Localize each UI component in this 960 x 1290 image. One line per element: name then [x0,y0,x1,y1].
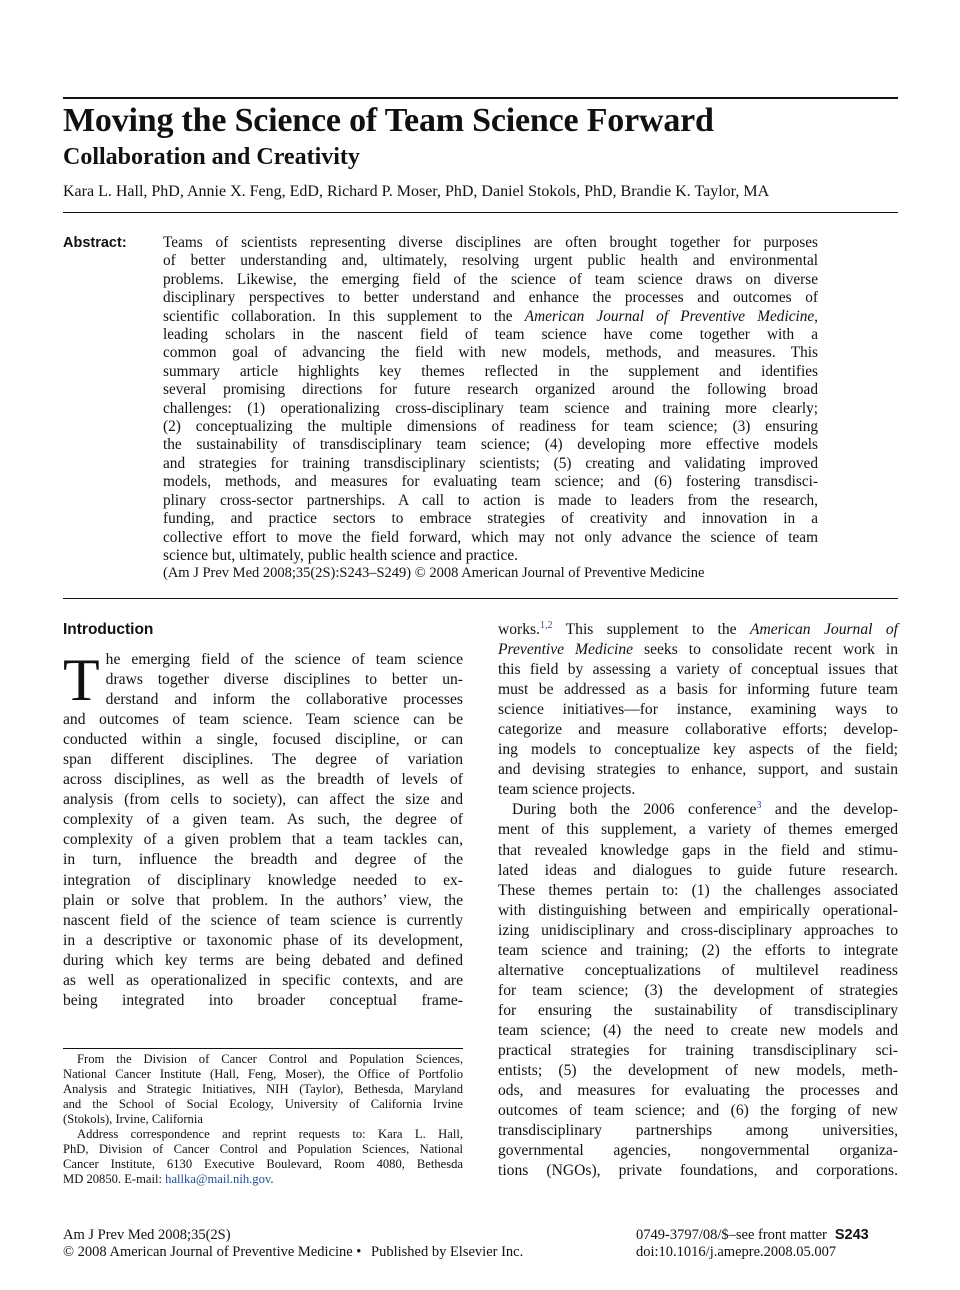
body-line: practical strategies for training transdisciplinary sci- [498,1041,898,1059]
reference-link[interactable]: 1,2 [540,620,553,631]
abstract-line: challenges: (1) operationalizing cross-disciplinary team science and training more clearly; [163,399,818,417]
footer-right [636,1227,869,1261]
body-line: lated ideas and dialogues to guide future research. [498,861,898,879]
abstract-citation: (Am J Prev Med 2008;35(2S):S243–S249) © 2008 American Journal of Preventive Medicine [163,565,705,581]
abstract-text-segment: , [814,307,818,325]
abstract-line [163,308,818,326]
footnote-text-segment: . [270,1172,274,1186]
body-line: categorize and measure collaborative efforts; develop- [498,721,898,739]
abstract-label: Abstract: [63,235,127,251]
abstract-line: (2) conceptualizing the multiple dimensions of readiness for team science; (3) ensuring [163,418,818,436]
abstract-line: disciplinary perspectives to better understand and enhance the processes and outcomes of [163,289,818,307]
body-line: derstand and inform the collaborative processes [105,691,463,709]
body-line: span different disciplines. The degree of variation [63,751,463,769]
abstract-line: summary article highlights key themes reflected in the supplement and identifies [163,362,818,380]
footnote-rule [63,1048,463,1049]
abstract-line: Teams of scientists representing diverse disciplines are often brought together for purposes [163,234,818,251]
footer-left [63,1227,523,1261]
body-text-segment: This supplement to the [552,621,750,638]
body-line: team science and training; (2) the efforts to integrate [498,941,898,959]
footnote-line: National Cancer Institute (Hall, Feng, Moser), the Office of Portfolio [63,1067,463,1081]
body-line: across disciplines, as well as the breadth of levels of [63,771,463,789]
body-line: as well as operationalized in specific contexts, and are [63,971,463,989]
body-line: conducted within a single, focused discipline, or can [63,731,463,749]
article-title: Moving the Science of Team Science Forward [63,102,714,139]
affiliation-footnote [63,1052,463,1187]
abstract-line: problems. Likewise, the emerging field of the science of team science draws on diverse [163,270,818,288]
footnote-line: Analysis and Strategic Initiatives, NIH (Taylor), Bethesda, Maryland [63,1082,463,1096]
journal-name: American Journal of [749,621,899,638]
abstract-line: models, methods, and measures for evaluating team science; and (6) fostering transdisci- [163,473,818,491]
body-line: ment of this supplement, a variety of themes emerged [498,821,898,839]
body-line: this field by assessing a variety of conceptual issues that [498,661,898,679]
left-column [63,647,463,1011]
journal-name: American Journal of Preventive Medicine [524,307,815,325]
body-line: entists; (5) the development of new models, meth- [498,1062,898,1080]
footnote-line: PhD, Division of Cancer Control and Population Sciences, National [63,1142,463,1156]
body-text-segment: seeks to consolidate recent work in [633,641,899,659]
drop-cap: T [63,647,100,713]
body-line: being integrated into broader conceptual frame- [63,991,463,1009]
body-line: and devising strategies to enhance, support, and sustain [498,761,898,779]
footer-copyright-line [63,1244,523,1261]
abstract-line: of better understanding and, ultimately, resolving urgent public health and environmental [163,252,818,270]
footer-copyright: © 2008 American Journal of Preventive Medicine [63,1244,353,1260]
body-line: alternative conceptualizations of multilevel readiness [498,961,898,979]
body-line: ods, and measures for evaluating the processes and [498,1082,898,1100]
body-line: tions (NGOs), private foundations, and corporations. [498,1162,898,1180]
body-line: integration of disciplinary knowledge needed to ex- [63,871,463,889]
page-number: S243 [834,1227,869,1243]
body-line: team science projects. [498,781,636,799]
body-line: nascent field of the science of team science is currently [63,911,463,929]
abstract-line: the sustainability of transdisciplinary team science; (4) developing more effective models [163,436,818,454]
body-line: governmental agencies, nongovernmental organiza- [498,1142,898,1160]
body-line: science initiatives—for instance, examining ways to [498,701,898,719]
abstract-rule [63,598,898,599]
body-text-segment: works. [498,621,541,638]
footer-bullet: • [356,1244,362,1260]
section-heading-introduction: Introduction [63,621,154,638]
body-line [498,800,898,820]
footnote-line: (Stokols), Irvine, California [63,1112,203,1126]
body-line: outcomes of team science; and (6) the forging of new [498,1102,898,1120]
body-text-segment: During both the 2006 conference [512,801,757,819]
abstract-line: and strategies for training transdisciplinary scientists; (5) creating and validating improved [163,454,818,472]
footer-issn: 0749-3797/08/$–see front matter [636,1227,827,1243]
body-line: in a descriptive or taxonomic phase of its development, [63,931,463,949]
abstract-line: plinary cross-sector partnerships. A call to action is made to leaders from the research, [163,491,818,509]
body-line: ing models to conceptualize key aspects of the field; [498,741,898,759]
top-rule [63,97,898,99]
abstract-line: common goal of advancing the field with new models, methods, and measures. This [163,344,818,362]
email-link[interactable]: hallka@mail.nih.gov [165,1172,271,1186]
journal-name: Preventive Medicine [498,641,634,659]
footer-journal-ref: Am J Prev Med 2008;35(2S) [63,1227,231,1243]
header-rule [63,212,898,213]
footnote-line: and the School of Social Ecology, University of California Irvine [63,1097,463,1111]
footer-doi: doi:10.1016/j.amepre.2008.05.007 [636,1244,837,1260]
body-line: plain or solve that problem. In the authors’ view, the [63,891,463,909]
abstract-line: leading scholars in the nascent field of team science have come together with a [163,326,818,344]
body-line: analysis (from cells to society), can affect the size and [63,791,463,809]
body-line: for ensuring the sustainability of transdisciplinary [498,1001,898,1019]
abstract-line: funding, and practice sectors to embrace strategies of creativity and innovation in a [163,510,818,528]
body-line: for team science; (3) the development of strategies [498,981,898,999]
footnote-line: Address correspondence and reprint requests to: Kara L. Hall, [77,1127,463,1141]
author-list: Kara L. Hall, PhD, Annie X. Feng, EdD, Richard P. Moser, PhD, Daniel Stokols, PhD, Brandie K. Taylor, MA [63,183,770,200]
footnote-line: Cancer Institute, 6130 Executive Boulevard, Room 4080, Bethesda [63,1157,463,1171]
reference-link[interactable]: 3 [756,800,762,812]
body-line: he emerging field of the science of team science [105,651,463,668]
footnote-line: From the Division of Cancer Control and Population Sciences, [77,1052,463,1066]
body-line: draws together diverse disciplines to better un- [105,671,463,689]
body-line: complexity of a given team. As such, the degree of [63,811,463,829]
abstract-text-segment: scientific collaboration. In this supplement to the [163,307,525,325]
body-line: izing unidisciplinary and cross-disciplinary approaches to [498,921,898,939]
body-line: that revealed knowledge gaps in the field and stimu- [498,841,898,859]
footnote-text-segment: MD 20850. E-mail: [63,1172,166,1186]
footer-publisher: Published by Elsevier Inc. [371,1244,524,1260]
body-line: in turn, influence the breadth and degree of the [63,851,463,869]
body-line: transdisciplinary partnerships among universities, [498,1122,898,1140]
body-line: must be addressed as a basis for informing future team [498,681,898,699]
right-column [498,620,898,1181]
footer-issn-line [636,1227,869,1244]
body-line: team science; (4) the need to create new models and [498,1021,898,1039]
body-line: with distinguishing between and empirically operational- [498,901,898,919]
body-line [498,620,898,640]
body-line: complexity of a given problem that a team tackles can, [63,831,463,849]
footnote-line [63,1172,463,1187]
abstract-line: science but, ultimately, public health science and practice. [163,546,518,564]
body-line: These themes pertain to: (1) the challenges associated [498,881,898,899]
abstract-line: collective effort to move the field forward, which may not only advance the science of team [163,528,818,546]
abstract-body [163,234,818,565]
body-line: during which key terms are being debated and defined [63,951,463,969]
article-subtitle: Collaboration and Creativity [63,144,360,170]
body-line: and outcomes of team science. Team science can be [63,711,463,729]
body-text-segment: and the develop- [761,801,898,819]
abstract-line: several promising directions for future research organized around the following broad [163,381,818,399]
body-line [498,640,898,660]
